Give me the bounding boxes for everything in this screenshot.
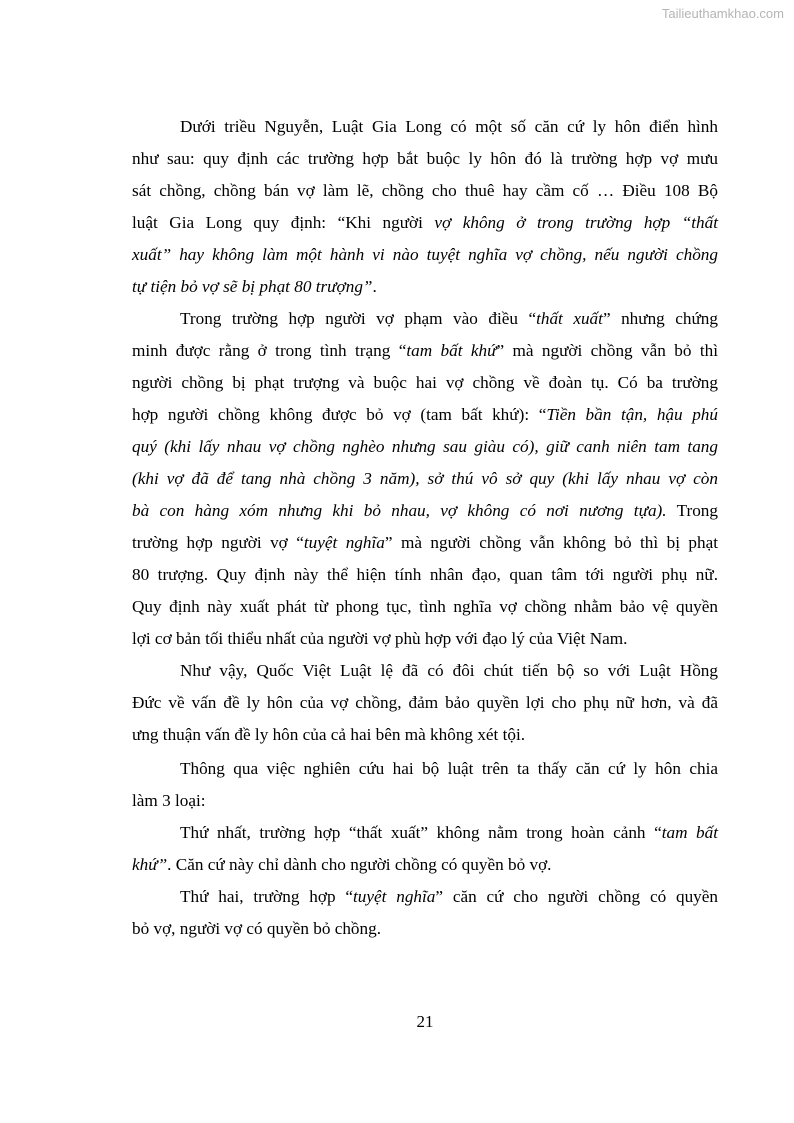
text-line xyxy=(132,527,718,559)
text-segment: . Căn cứ này chỉ dành cho người chồng có quyền bỏ vợ. xyxy=(167,855,552,874)
text-segment: ưng thuận vấn đề ly hôn của cả hai bên mà không xét tội. xyxy=(132,725,526,744)
text-segment: bỏ vợ, người vợ có quyền bỏ chồng. xyxy=(132,919,382,938)
text-segment: Quy định này xuất phát từ phong tục, tình nghĩa vợ chồng nhằm bảo vệ quyền xyxy=(132,597,718,616)
italic-text: tự tiện bỏ vợ sẽ bị phạt 80 trượng” xyxy=(132,277,373,296)
text-line xyxy=(132,655,718,687)
text-line xyxy=(132,623,718,655)
text-line xyxy=(132,687,718,719)
italic-text: tam bất khứ xyxy=(406,341,497,360)
text-segment: Thông qua việc nghiên cứu hai bộ luật trên ta thấy căn cứ ly hôn chia xyxy=(180,759,718,778)
text-segment: ” căn cứ cho người chồng có quyền xyxy=(435,887,718,906)
text-segment: minh được rằng ở trong tình trạng “ xyxy=(132,341,407,360)
text-segment: luật Gia Long quy định: “Khi người xyxy=(132,213,435,232)
text-line xyxy=(132,591,718,623)
text-line xyxy=(132,495,718,527)
text-segment: Thứ hai, trường hợp “ xyxy=(180,887,353,906)
text-segment: hợp người chồng không được bỏ vợ (tam bất khứ): “ xyxy=(132,405,547,424)
italic-text: tam bất xyxy=(661,823,719,842)
text-segment: ” mà người chồng vẫn bỏ thì xyxy=(496,341,718,360)
text-segment: ” mà người chồng vẫn không bỏ thì bị phạt xyxy=(384,533,719,552)
page-number: 21 xyxy=(416,1012,434,1031)
text-segment: người chồng bị phạt trượng và buộc hai vợ chồng về đoàn tụ. Có ba trường xyxy=(132,373,718,392)
text-segment: Thứ nhất, trường hợp “thất xuất” không nằm trong hoàn cảnh “ xyxy=(180,823,662,842)
text-line xyxy=(132,175,718,207)
text-line xyxy=(132,303,718,335)
text-line xyxy=(132,143,718,175)
italic-text: vợ không ở trong trường hợp “thất xyxy=(434,213,718,232)
text-line xyxy=(132,399,718,431)
text-segment: trường hợp người vợ “ xyxy=(132,533,304,552)
text-line xyxy=(132,239,718,271)
italic-text: thất xuất xyxy=(536,309,603,328)
text-line xyxy=(132,463,718,495)
text-segment: ” nhưng chứng xyxy=(602,309,718,328)
text-line xyxy=(132,335,718,367)
text-line xyxy=(132,849,718,881)
text-line xyxy=(132,207,718,239)
text-segment: sát chồng, chồng bán vợ làm lẽ, chồng cho thuê hay cầm cố … Điều 108 Bộ xyxy=(132,181,718,200)
italic-text: tuyệt nghĩa xyxy=(303,533,385,552)
text-line xyxy=(132,881,718,913)
text-line xyxy=(132,367,718,399)
text-line xyxy=(132,431,718,463)
document-body xyxy=(132,111,718,945)
text-segment: . xyxy=(372,277,377,296)
text-line xyxy=(132,559,718,591)
text-segment: Như vậy, Quốc Việt Luật lệ đã có đôi chút tiến bộ so với Luật Hồng xyxy=(180,661,718,680)
italic-text: quý (khi lấy nhau vợ chồng nghèo nhưng sau giàu có), giữ canh niên tam tang xyxy=(132,437,718,456)
watermark: Tailieuthamkhao.com xyxy=(661,6,784,21)
text-line xyxy=(132,719,718,751)
italic-text: bà con hàng xóm nhưng khi bỏ nhau, vợ không có nơi nương tựa). xyxy=(132,501,667,520)
text-segment: lợi cơ bản tối thiểu nhất của người vợ phù hợp với đạo lý của Việt Nam. xyxy=(132,629,628,648)
italic-text: xuất” hay không làm một hành vi nào tuyệt nghĩa vợ chồng, nếu người chồng xyxy=(132,245,718,264)
text-line xyxy=(132,817,718,849)
text-segment: Dưới triều Nguyễn, Luật Gia Long có một số căn cứ ly hôn điển hình xyxy=(180,117,718,136)
text-segment: Đức về vấn đề ly hôn của vợ chồng, đảm bảo quyền lợi cho phụ nữ hơn, và đã xyxy=(132,693,718,712)
text-segment: như sau: quy định các trường hợp bắt buộc ly hôn đó là trường hợp vợ mưu xyxy=(132,149,718,168)
italic-text: tuyệt nghĩa xyxy=(353,887,436,906)
text-line xyxy=(132,271,718,303)
italic-text: (khi vợ đã để tang nhà chồng 3 năm), sở thú vô sở quy (khi lấy nhau vợ còn xyxy=(132,469,718,488)
text-line xyxy=(132,111,718,143)
italic-text: Tiền bần tận, hậu phú xyxy=(546,405,718,424)
text-segment: Trong xyxy=(666,501,718,520)
text-segment: 80 trượng. Quy định này thể hiện tính nhân đạo, quan tâm tới người phụ nữ. xyxy=(132,565,718,584)
italic-text: khứ” xyxy=(132,855,168,874)
text-line xyxy=(132,753,718,785)
text-line xyxy=(132,913,718,945)
text-segment: làm 3 loại: xyxy=(132,791,206,810)
text-segment: Trong trường hợp người vợ phạm vào điều “ xyxy=(180,309,537,328)
text-line xyxy=(132,785,718,817)
